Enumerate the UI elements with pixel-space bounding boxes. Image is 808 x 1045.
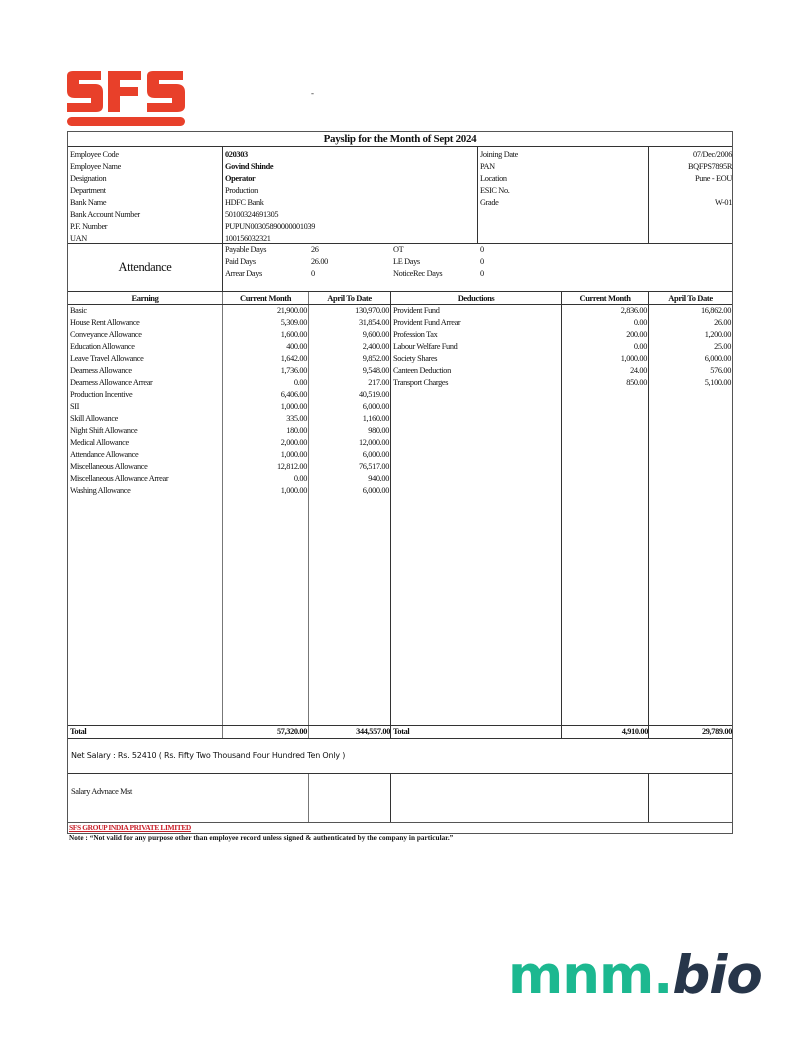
company-name: SFS GROUP INDIA PRIVATE LIMITED: [69, 823, 191, 832]
earnings-ytd: [309, 305, 390, 497]
employee-info-section: [68, 147, 732, 244]
value-noticerec-days: 0: [480, 269, 484, 278]
label-uan: UAN: [70, 234, 87, 243]
earning-name: Medical Allowance: [70, 438, 129, 447]
earning-current: 1,000.00: [280, 402, 307, 411]
watermark-part1: mnm.: [508, 945, 673, 1006]
deduction-total-ytd: 29,789.00: [701, 727, 732, 736]
earning-ytd: 9,600.00: [362, 330, 389, 339]
deduction-name: Canteen Deduction: [393, 366, 451, 375]
earning-current: 400.00: [286, 342, 307, 351]
earning-current: 21,900.00: [276, 306, 307, 315]
earning-current: 1,000.00: [280, 486, 307, 495]
value-department: Production: [225, 186, 258, 195]
earning-name: Miscellaneous Allowance: [70, 462, 148, 471]
label-pf-number: P.F. Number: [70, 222, 108, 231]
earning-current: 180.00: [286, 426, 307, 435]
payslip-title: Payslip for the Month of Sept 2024: [68, 132, 732, 147]
label-noticerec-days: NoticeRec Days: [393, 269, 443, 278]
deduction-name: Transport Charges: [393, 378, 449, 387]
label-paid-days: Paid Days: [225, 257, 256, 266]
deduction-ytd: 1,200.00: [704, 330, 731, 339]
earning-name: SII: [70, 402, 80, 411]
earning-name: Miscellaneous Allowance Arrear: [70, 474, 169, 483]
label-employee-name: Employee Name: [70, 162, 121, 171]
totals-row: [68, 725, 732, 738]
label-bank-name: Bank Name: [70, 198, 107, 207]
deduction-name: Provident Fund Arrear: [393, 318, 461, 327]
label-location: Location: [480, 174, 507, 183]
earning-current: 1,736.00: [280, 366, 307, 375]
label-payable-days: Payable Days: [225, 245, 267, 254]
value-ot: 0: [480, 245, 484, 254]
disclaimer-note: Note : “Not valid for any purpose other than employee record unless signed & authenticated by the company in particular.”: [69, 834, 454, 842]
earning-ytd: 31,854.00: [358, 318, 389, 327]
label-bank-account: Bank Account Number: [70, 210, 140, 219]
value-location: Pune - EOU: [694, 174, 732, 183]
earning-current: 6,406.00: [280, 390, 307, 399]
earning-current: 1,600.00: [280, 330, 307, 339]
attendance-left-labels: [225, 244, 266, 280]
label-department: Department: [70, 186, 106, 195]
deduction-name: Labour Welfare Fund: [393, 342, 458, 351]
earning-total-ytd: 344,557.00: [356, 727, 390, 736]
deduction-ytd: 576.00: [710, 366, 731, 375]
earning-current: 5,309.00: [280, 318, 307, 327]
label-le-days: LE Days: [393, 257, 420, 266]
earning-ytd: 40,519.00: [358, 390, 389, 399]
earning-name: Production Incentive: [70, 390, 133, 399]
attendance-left-values: [311, 244, 328, 280]
employee-info-right-labels: [480, 149, 518, 209]
deduction-current: 200.00: [626, 330, 647, 339]
earning-ytd: 980.00: [368, 426, 389, 435]
earning-name: Night Shift Allowance: [70, 426, 138, 435]
value-bank-name: HDFC Bank: [225, 198, 264, 207]
value-pan: BQFPS7895R: [688, 162, 732, 171]
earning-ytd: 217.00: [368, 378, 389, 387]
earning-ytd: 76,517.00: [358, 462, 389, 471]
employee-info-values: [225, 149, 315, 245]
label-arrear-days: Arrear Days: [225, 269, 262, 278]
deduction-total-label: Total: [393, 727, 410, 736]
deduction-current: 24.00: [630, 366, 647, 375]
deduction-name: Profession Tax: [393, 330, 438, 339]
value-esic: [688, 185, 732, 197]
value-bank-account: 50100324691305: [225, 210, 279, 219]
deduction-current: 0.00: [633, 342, 647, 351]
employee-info-labels: [70, 149, 140, 245]
earning-name: Basic: [70, 306, 87, 315]
deduction-current: 850.00: [626, 378, 647, 387]
earning-name: Leave Travel Allowance: [70, 354, 144, 363]
deduction-ytd: 26.00: [714, 318, 731, 327]
earning-ytd: 940.00: [368, 474, 389, 483]
attendance-right-labels: [393, 244, 442, 280]
label-employee-code: Employee Code: [70, 150, 119, 159]
value-pf-number: PUPUN00305890000001039: [225, 222, 316, 231]
earning-ytd: 9,852.00: [362, 354, 389, 363]
company-logo: [65, 70, 187, 128]
earning-current: 1,642.00: [280, 354, 307, 363]
earning-current: 0.00: [293, 378, 307, 387]
deduction-total-current: 4,910.00: [621, 727, 648, 736]
watermark-part2: bio: [672, 945, 762, 1006]
earning-ytd: 1,160.00: [362, 414, 389, 423]
earning-ytd: 9,548.00: [362, 366, 389, 375]
attendance-right-values: [480, 244, 484, 280]
employee-info-right-values: [688, 149, 732, 209]
value-designation: Operator: [225, 174, 256, 183]
deduction-ytd: 6,000.00: [704, 354, 731, 363]
sfs-logo-icon: [65, 70, 187, 128]
net-salary: Net Salary : Rs. 52410 ( Rs. Fifty Two Thousand Four Hundred Ten Only ): [68, 739, 732, 774]
header-april-to-date: April To Date: [327, 293, 372, 303]
stray-mark: -: [311, 88, 314, 98]
deduction-ytd: 5,100.00: [704, 378, 731, 387]
value-le-days: 0: [480, 257, 484, 266]
earning-ytd: 130,970.00: [355, 306, 389, 315]
earning-ytd: 6,000.00: [362, 486, 389, 495]
deduction-current: 0.00: [633, 318, 647, 327]
earning-name: Washing Allowance: [70, 486, 131, 495]
earning-current: 0.00: [293, 474, 307, 483]
deduction-name: Society Shares: [393, 354, 438, 363]
deduction-current: 1,000.00: [620, 354, 647, 363]
deduction-name: Provident Fund: [393, 306, 440, 315]
earning-name: Conveyance Allowance: [70, 330, 142, 339]
header-ded-current-month: Current Month: [579, 293, 631, 303]
earnings-names: [70, 305, 220, 497]
deductions-ytd: [649, 305, 732, 389]
earning-current: 335.00: [286, 414, 307, 423]
earning-name: Attendance Allowance: [70, 450, 139, 459]
earning-name: Dearness Allowance Arrear: [70, 378, 153, 387]
value-uan: 100156032321: [225, 234, 271, 243]
value-grade: W-01: [714, 198, 732, 207]
label-pan: PAN: [480, 162, 495, 171]
earnings-current: [223, 305, 308, 497]
value-payable-days: 26: [311, 245, 319, 254]
earning-name: Skill Allowance: [70, 414, 118, 423]
earning-ytd: 12,000.00: [358, 438, 389, 447]
deductions-current: [562, 305, 648, 389]
value-joining-date: 07/Dec/2006: [692, 150, 732, 159]
attendance-label: Attendance: [118, 260, 172, 274]
header-ded-april-to-date: April To Date: [668, 293, 713, 303]
deductions-names: [393, 305, 559, 389]
earning-ytd: 2,400.00: [362, 342, 389, 351]
label-esic: ESIC No.: [480, 186, 510, 195]
deduction-ytd: 16,862.00: [700, 306, 731, 315]
earning-ytd: 6,000.00: [362, 402, 389, 411]
earning-current: 12,812.00: [276, 462, 307, 471]
earning-name: House Rent Allowance: [70, 318, 140, 327]
earning-name: Education Allowance: [70, 342, 135, 351]
earning-current: 2,000.00: [280, 438, 307, 447]
header-earning: Earning: [131, 293, 159, 303]
earning-total-label: Total: [70, 727, 87, 736]
label-ot: OT: [393, 245, 404, 254]
label-grade: Grade: [480, 198, 499, 207]
value-employee-code: 020303: [225, 150, 248, 159]
payslip-table: [67, 131, 733, 834]
earning-name: Dearness Allowance: [70, 366, 132, 375]
earning-total-current: 57,320.00: [276, 727, 307, 736]
salary-advance-section: [68, 774, 732, 823]
value-paid-days: 26.00: [311, 257, 328, 266]
header-deductions: Deductions: [457, 293, 495, 303]
header-current-month: Current Month: [239, 293, 292, 303]
earning-current: 1,000.00: [280, 450, 307, 459]
deduction-current: 2,836.00: [620, 306, 647, 315]
attendance-section: [68, 244, 732, 292]
table-header: [68, 292, 732, 305]
watermark-brand: [508, 946, 762, 1006]
label-joining-date: Joining Date: [480, 150, 518, 159]
value-arrear-days: 0: [311, 269, 315, 278]
earnings-deductions-table: [68, 292, 732, 739]
earning-ytd: 6,000.00: [362, 450, 389, 459]
deduction-ytd: 25.00: [714, 342, 731, 351]
label-designation: Designation: [70, 174, 107, 183]
value-employee-name: Govind Shinde: [225, 162, 274, 171]
salary-advance-label: Salary Advnace Mst: [71, 787, 132, 796]
